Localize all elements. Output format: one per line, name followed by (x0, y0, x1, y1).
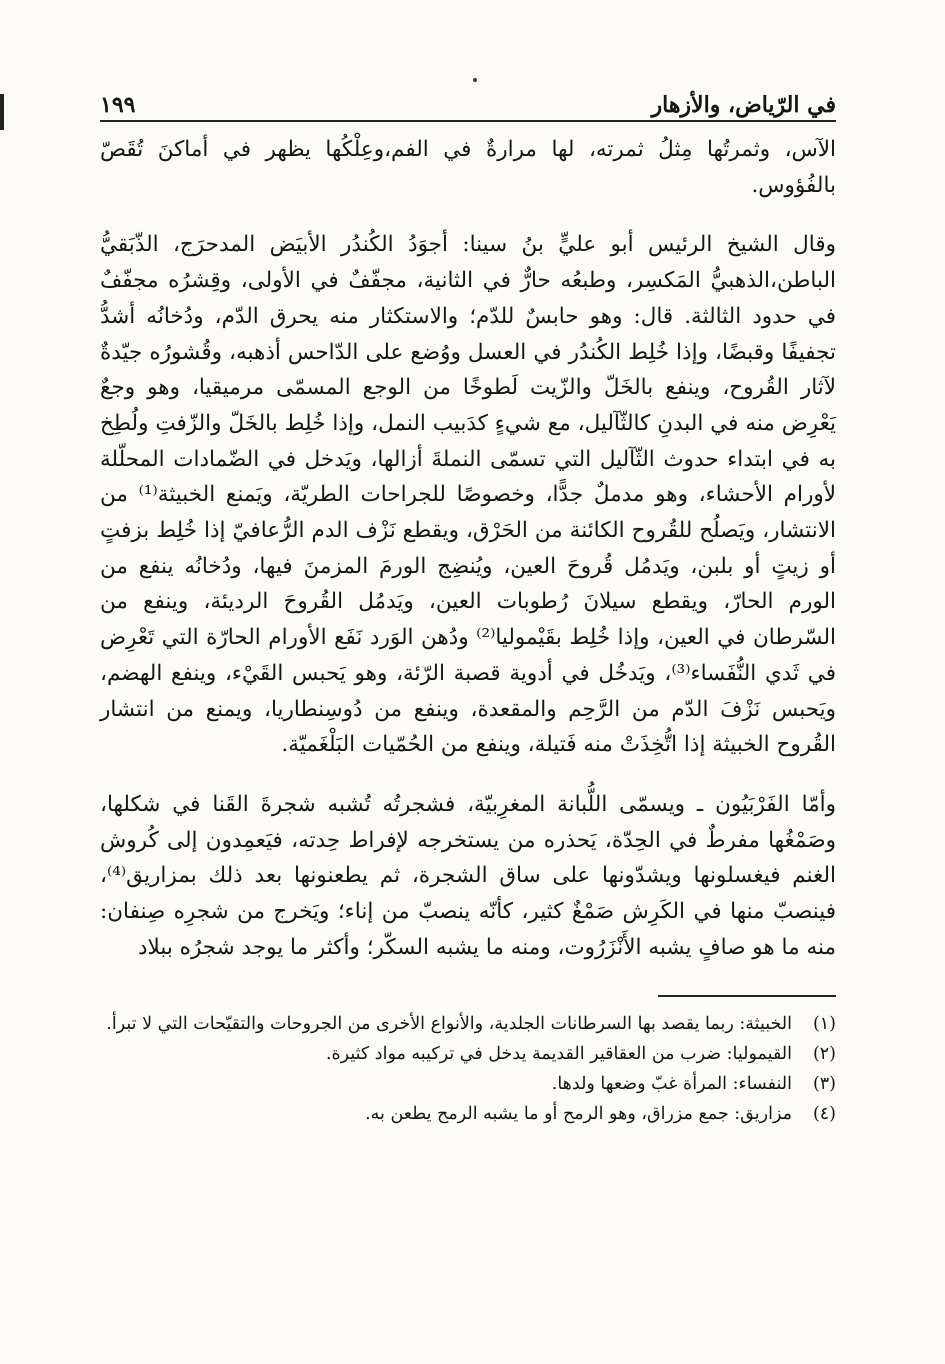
running-title: في الرّياض، والأزهار (651, 92, 836, 118)
footnote-number: (١) (812, 1014, 836, 1035)
page-header (100, 80, 836, 118)
footnote-text: الخبيثة: ربما يقصد بها السرطانات الجلدية، والأنواع الأخرى من الجروحات والتقيّحات التي لا تبرأ. (106, 1014, 792, 1035)
footnote-text: مزاريق: جمع مزراق، وهو الرمح أو ما يشبه الرمح يطعن به. (365, 1104, 792, 1125)
paragraph-3: وأمّا الفَرْبَيُون ـ ويسمّى اللُّبانة المغرِبيّة، فشجرتُه تُشبه شجرةَ القَنا في شكلها، وصَمْغُها مفرطٌ في الحِدّة، يَحذره من يستخرجه لإفراط حِدته، فيَعمِدون إلى كُروش الغنم فيغسلونها ويشدّونها على ساق الشجرة، ثم يطعنونها بعد ذلك بمزاريق⁽⁴⁾، فينصبّ منها في الكَرِش صَمْغٌ كثير، كأنّه ينصبّ من إناء؛ ويَخرج من شجرِه صِنفان: منه ما هو صافٍ يشبه الأَنْزَرُوت، ومنه ما يشبه السكّر؛ وأكثر ما يوجد شجرُه ببلاد (100, 791, 836, 960)
footnotes (100, 1009, 836, 1129)
book-page (100, 80, 836, 1129)
body-text (100, 132, 836, 965)
footnote-number: (٢) (812, 1044, 836, 1065)
scan-margin-mark (0, 94, 4, 130)
footnote-1 (100, 1009, 836, 1039)
footnote-rule (658, 995, 836, 997)
page-number: ١٩٩ (100, 92, 136, 118)
footnote-3 (100, 1069, 836, 1099)
footnote-number: (٤) (812, 1104, 836, 1125)
footnote-number: (٣) (812, 1074, 836, 1095)
footnote-text: القيموليا: ضرب من العقاقير القديمة يدخل في تركيبه مواد كثيرة. (325, 1044, 792, 1065)
footnote-4 (100, 1099, 836, 1129)
paragraph-2: وقال الشيخ الرئيس أبو عليٍّ بنُ سينا: أجوَدُ الكُندُر الأبيَض المدحرَج، الذّبَقيُّ الباطن،الذهبيُّ المَكسِر، وطبعُه حارٌّ في الثانية، مجفّفٌ في الأولى، وقِشرُه مجفّفٌ في حدود الثالثة. قال: وهو حابسٌ للدّم؛ والاستكثار منه يحرق الدّم، ودُخانُه أشدُّ تجفيفًا وقبضًا، وإذا خُلِط الكُندُر في العسل ووُضع على الدّاحس أذهبه، وقُشورُه جيّدةٌ لآثار القُروح، وينفع بالخَلّ والزّيت لَطوخًا من الوجع المسمّى مرميقيا، وهو وجعٌ يَعْرِض منه في البدنِ كالثّآليل، مع شيءٍ كدَبيب النمل، وإذا خُلِط بالخَلّ والزّفتِ ولُطِخ به في ابتداء حدوث الثّآليل التي تسمّى النملةَ أزالها، ويَدخل في الضّمادات المحلّلة لأورام الأحشاء، وهو مدملٌ جدًّا، وخصوصًا للجراحات الطريّة، ويَمنع الخبيثة⁽¹⁾ من الانتشار، ويَصلُح للقُروح الكائنة من الحَرْق، ويقطع نَزْف الدم الرُّعافيّ إذا خُلِط بزفتٍ أو زيتٍ أو بلبن، ويَدمُل قُروحَ العين، ويُنضِج الورمَ المزمنَ فيها، ودُخانُه ينفع من الورم الحارّ، ويقطع سيلانَ رُطوبات العين، ويَدمُل القُروحَ الرديئة، وينفع من السّرطان في العين، وإذا خُلِط بقَيْموليا⁽²⁾ ودُهن الوَرد نَفَع الأورام الحارّة التي تَعْرِض في ثَدي النُّفَساء⁽³⁾، ويَدخُل في أدوية قصبة الرّئة، وهو يَحبس القَيْء، وينفع الهضم، ويَحبس نَزْفَ الدّم من الرَّحِم والمقعدة، وينفع من دُوسِنطاريا، ويمنع من انتشار القُروح الخبيثة إذا اتُّخِذَتْ منه فَتيلة، وينفع من الحُمّيات البَلْغَميّة. (100, 232, 836, 758)
footnote-2 (100, 1039, 836, 1069)
footnote-text: النفساء: المرأة غبّ وضعها ولدها. (551, 1074, 792, 1095)
paragraph-1: الآس، وثمرتُها مِثلُ ثمرته، لها مرارةٌ في الفم،وعِلْكُها يظهر في أماكنَ تُقَصّ بالفُؤوس. (100, 137, 836, 198)
header-rule (100, 120, 836, 122)
